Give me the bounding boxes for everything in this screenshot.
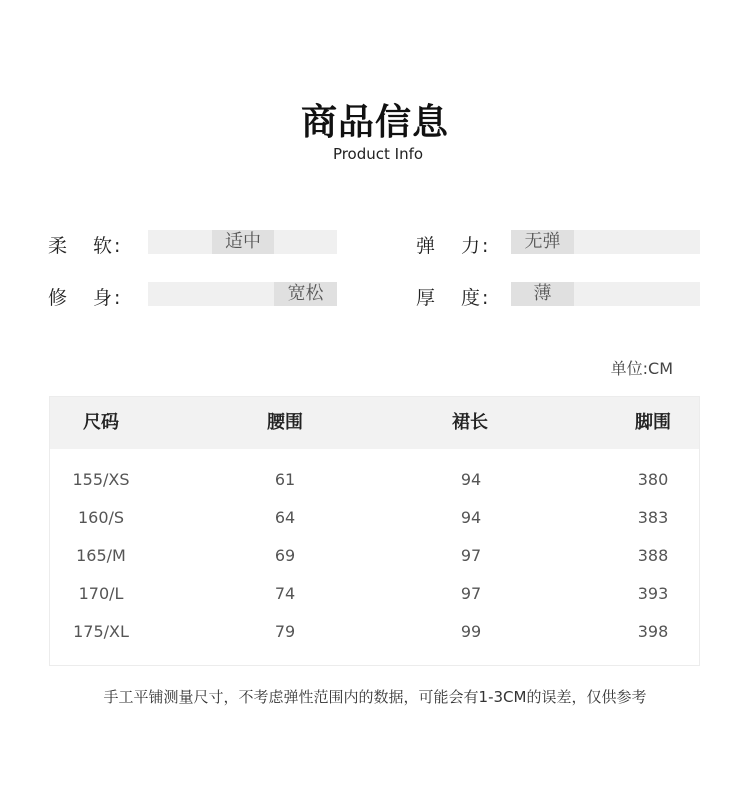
attr-colon: : <box>482 235 489 257</box>
table-row <box>50 575 699 613</box>
table-cell: 94 <box>460 508 482 527</box>
attr-label-fit <box>48 283 120 310</box>
page-title: 商品信息 <box>300 102 449 143</box>
table-cell: 69 <box>274 546 296 565</box>
table-row <box>50 613 699 651</box>
table-cell: 64 <box>274 508 296 527</box>
table-cell: 165/M <box>76 546 126 565</box>
table-cell: 155/XS <box>72 470 130 489</box>
attr-selected-thickness: 薄 <box>511 282 574 306</box>
attr-colon: : <box>114 287 121 309</box>
table-cell: 393 <box>637 584 669 603</box>
column-header-hem: 脚围 <box>635 412 671 433</box>
attr-label-char: 软 <box>93 235 113 257</box>
table-cell: 380 <box>637 470 669 489</box>
attr-label-elasticity <box>416 231 488 258</box>
table-row <box>50 499 699 537</box>
table-row <box>50 461 699 499</box>
attr-label-char: 厚 <box>416 287 436 309</box>
attr-selected-fit: 宽松 <box>274 282 337 306</box>
attr-label-char: 柔 <box>48 235 68 257</box>
table-cell: 97 <box>460 546 482 565</box>
page-subtitle: Product Info <box>332 145 424 163</box>
attr-bar-elasticity <box>511 230 700 254</box>
table-row <box>50 537 699 575</box>
attr-colon: : <box>114 235 121 257</box>
table-cell: 74 <box>274 584 296 603</box>
table-cell: 94 <box>460 470 482 489</box>
attr-bar-softness <box>148 230 337 254</box>
attr-label-char: 力 <box>461 235 481 257</box>
unit-label: 单位:CM <box>610 359 673 378</box>
table-cell: 61 <box>274 470 296 489</box>
attr-label-softness <box>48 231 120 258</box>
attr-bar-fit <box>148 282 337 306</box>
table-cell: 383 <box>637 508 669 527</box>
table-cell: 99 <box>460 622 482 641</box>
attr-colon: : <box>482 287 489 309</box>
column-header-length: 裙长 <box>452 412 488 433</box>
column-header-size: 尺码 <box>83 412 119 433</box>
column-header-waist: 腰围 <box>267 412 303 433</box>
attr-label-char: 弹 <box>416 235 436 257</box>
attr-selected-elasticity: 无弹 <box>511 230 574 254</box>
attr-label-char: 度 <box>461 287 481 309</box>
table-header <box>50 397 699 449</box>
table-cell: 175/XL <box>73 622 129 641</box>
attr-label-thickness <box>416 283 488 310</box>
table-cell: 97 <box>460 584 482 603</box>
attr-label-char: 身 <box>93 287 113 309</box>
measurement-footnote: 手工平铺测量尺寸，不考虑弹性范围内的数据，可能会有1-3CM的误差，仅供参考 <box>103 688 647 706</box>
attr-selected-softness: 适中 <box>212 230 274 254</box>
attr-bar-thickness <box>511 282 700 306</box>
size-table <box>49 396 700 666</box>
table-cell: 388 <box>637 546 669 565</box>
table-cell: 160/S <box>77 508 125 527</box>
table-cell: 79 <box>274 622 296 641</box>
table-cell: 398 <box>637 622 669 641</box>
attr-label-char: 修 <box>48 287 68 309</box>
table-cell: 170/L <box>78 584 124 603</box>
